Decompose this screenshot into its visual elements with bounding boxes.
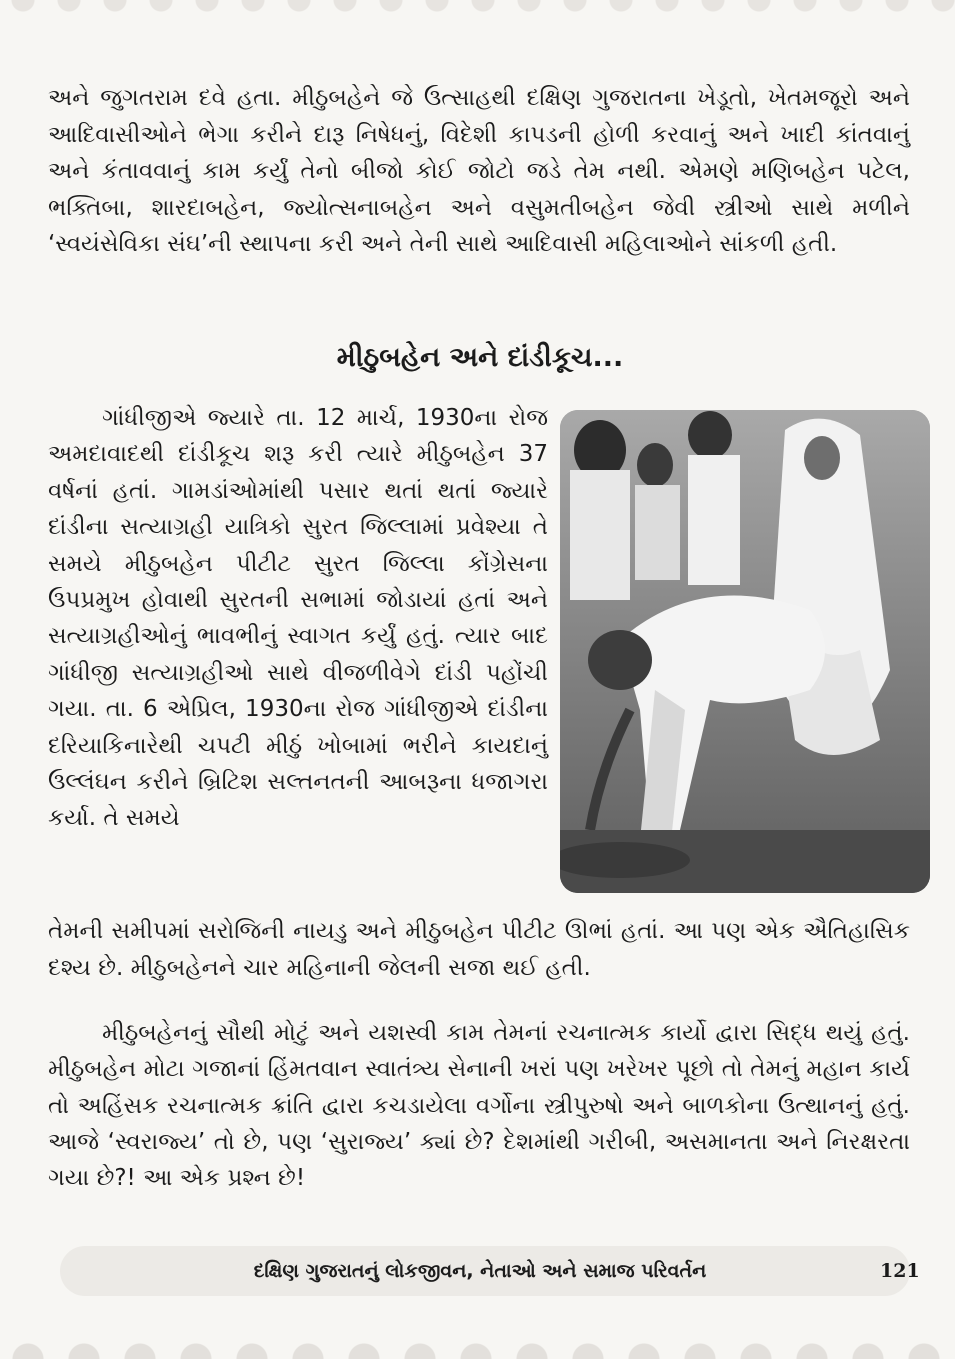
bottom-page-edge — [0, 1325, 955, 1359]
footer-title: દક્ષિણ ગુજરાતનું લોકજીવન, નેતાઓ અને સમાજ પરિવર્તન — [253, 1260, 707, 1282]
page-number: 121 — [880, 1260, 920, 1282]
paragraph-1: અને જુગતરામ દવે હતા. મીઠુબહેને જે ઉત્સાહથી દક્ષિણ ગુજરાતના ખેડૂતો, ખેતમજૂરો અને આદિવાસીઓને ભેગા કરીને દારૂ નિષેધનું, વિદેશી કાપડની હોળી કરવાનું અને ખાદી કાંતવાનું અને કંતાવવાનું કામ કર્યું તેનો બીજો કોઈ જોટો જડે તેમ નથી. એમણે મણિબહેન પટેલ, ભક્તિબા, શારદાબહેન, જ્યોત્સનાબહેન અને વસુમતીબહેન જેવી સ્ત્રીઓ સાથે મળીને ‘સ્વયંસેવિકા સંઘ’ની સ્થાપના કરી અને તેની સાથે આદિવાસી મહિલાઓને સાંકળી હતી. — [48, 85, 910, 257]
top-page-edge — [0, 0, 955, 22]
paragraph-2: ગાંધીજીએ જ્યારે તા. 12 માર્ચ, 1930ના રોજ અમદાવાદથી દાંડીકૂચ શરૂ કરી ત્યારે મીઠુબહેન 37 વર્ષનાં હતાં. ગામડાંઓમાંથી પસાર થતાં થતાં જ્યારે દાંડીના સત્યાગ્રહી યાત્રિકો સુરત જિલ્લામાં પ્રવેશ્યા તે સમયે મીઠુબહેન પીટીટ સુરત જિલ્લા કોંગ્રેસના ઉપપ્રમુખ હોવાથી સુરતની સભામાં જોડાયાં હતાં અને સત્યાગ્રહીઓનું ભાવભીનું સ્વાગત કર્યું હતું. ત્યાર બાદ ગાંધીજી સત્યાગ્રહીઓ સાથે વીજળીવેગે દાંડી પહોંચી ગયા. તા. 6 એપ્રિલ, 1930ના રોજ ગાંધીજીએ દાંડીના દરિયાકિનારેથી ચપટી મીઠું ખોબામાં ભરીને કાયદાનું ઉલ્લંઘન કરીને બ્રિટિશ સલ્તનતની આબરૂના ધજાગરા કર્યા. તે સમયે — [48, 405, 548, 832]
section-heading: મીઠુબહેન અને દાંડીકૂચ... — [336, 342, 624, 373]
paragraph-3: મીઠુબહેનનું સૌથી મોટું અને યશસ્વી કામ તેમનાં રચનાત્મક કાર્યો દ્વારા સિદ્ધ થયું હતું. મીઠુબહેન મોટા ગજાનાં હિંમતવાન સ્વાતંત્ર્ય સેનાની ખરાં પણ ખરેખર પૂછો તો તેમનું મહાન કાર્ય તો અહિંસક રચનાત્મક ક્રાંતિ દ્વારા કચડાયેલા વર્ગોના સ્ત્રીપુરુષો અને બાળકોના ઉત્થાનનું હતું. આજે ‘સ્વરાજ્ય’ તો છે, પણ ‘સુરાજ્ય’ ક્યાં છે? દેશમાંથી ગરીબી, અસમાનતા અને નિરક્ષરતા ગયા છે?! આ એક પ્રશ્ન છે! — [48, 1020, 910, 1192]
photo-illustration — [560, 410, 930, 893]
salt-march-photo — [560, 410, 930, 893]
paragraph-2-continued: તેમની સમીપમાં સરોજિની નાયડુ અને મીઠુબહેન પીટીટ ઊભાં હતાં. આ પણ એક ઐતિહાસિક દશ્ય છે. મીઠુબહેનને ચાર મહિનાની જેલની સજા થઈ હતી. — [48, 918, 910, 981]
